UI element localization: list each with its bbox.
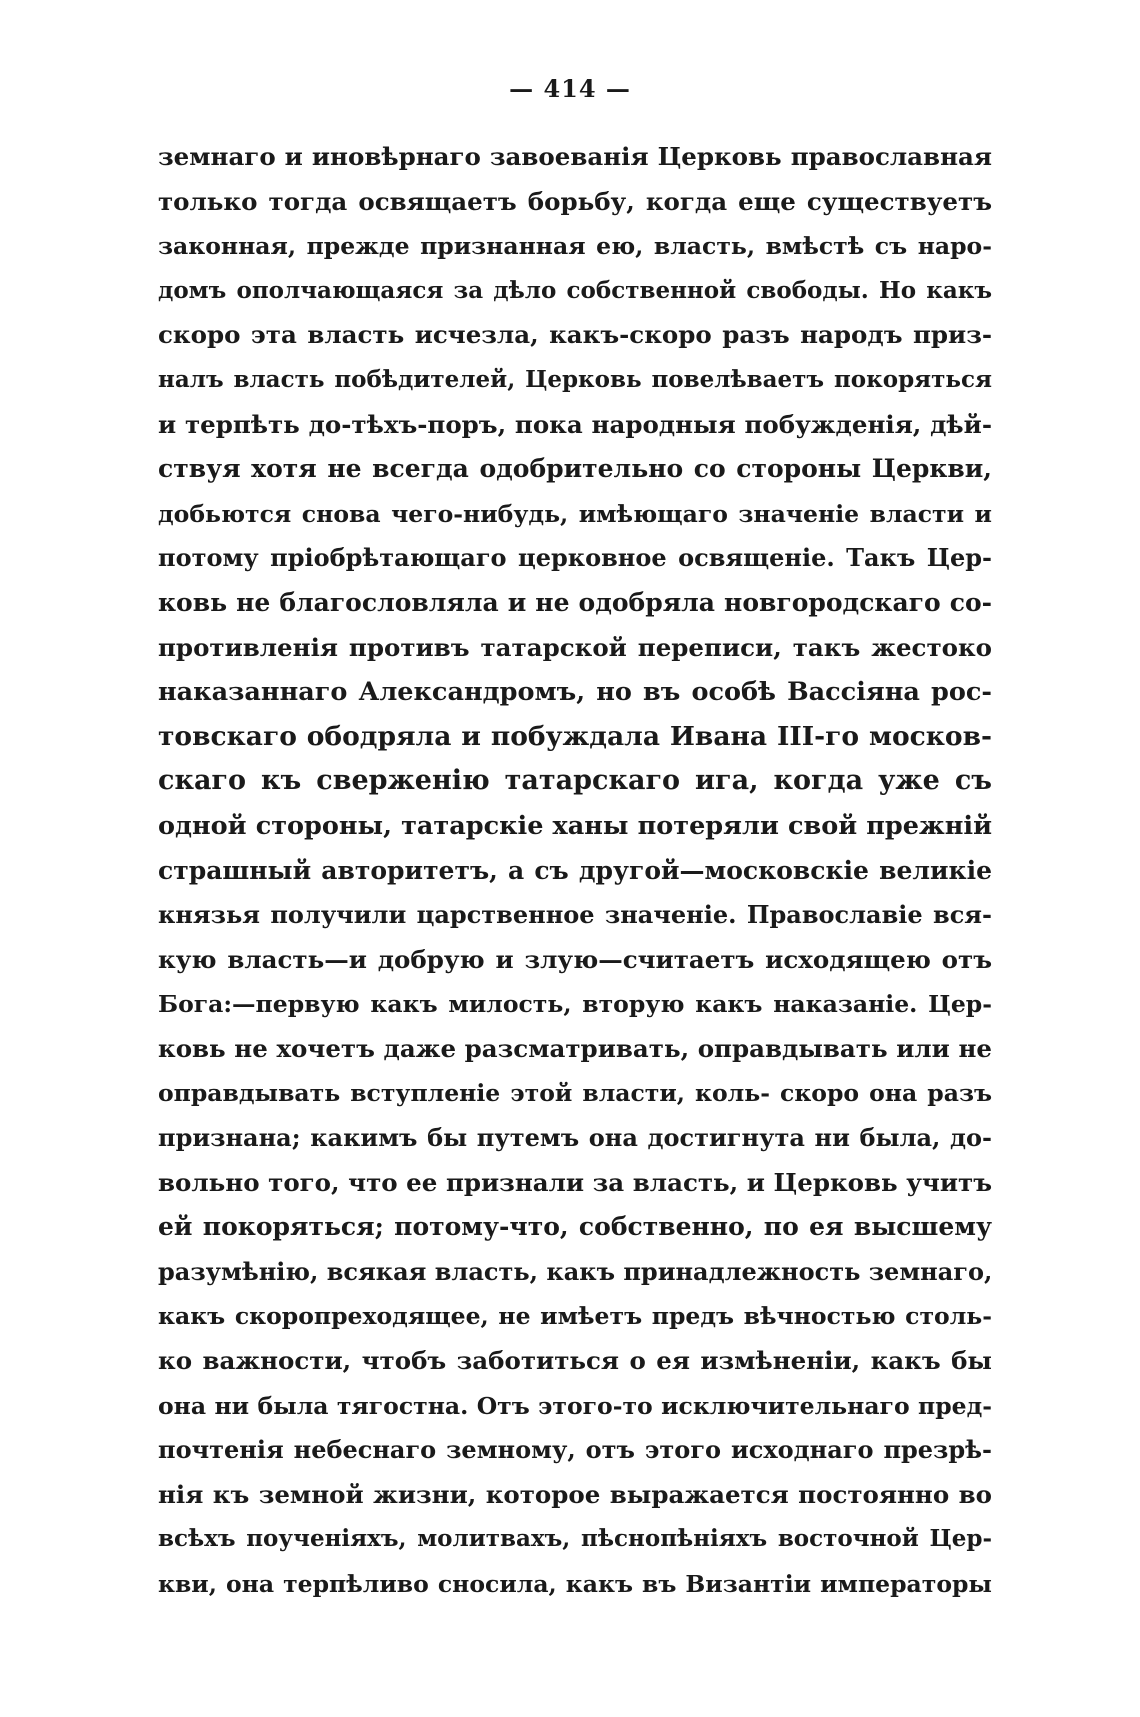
body-text xyxy=(158,135,992,1607)
text-line: вольно того, что ее признали за власть, и Церковь учитъ xyxy=(158,1167,992,1197)
text-line: противленія противъ татарской переписи, такъ жестоко xyxy=(158,632,992,662)
text-line: ко важности, чтобъ заботиться о ея измѣненіи, какъ бы xyxy=(158,1346,992,1376)
text-line: почтенія небеснаго земному, отъ этого исходнаго презрѣ- xyxy=(158,1435,992,1465)
text-line: всѣхъ поученіяхъ, молитвахъ, пѣснопѣніяхъ восточной Цер- xyxy=(158,1525,992,1553)
text-line: и терпѣть до-тѣхъ-поръ, пока народныя побужденія, дѣй- xyxy=(158,409,992,439)
text-line: Бога:—первую какъ милость, вторую какъ наказаніе. Цер- xyxy=(158,990,992,1019)
text-line: какъ скоропреходящее, не имѣетъ предъ вѣчностью столь- xyxy=(158,1302,992,1331)
text-line: товскаго ободряла и побуждала Ивана III-го москов- xyxy=(158,720,992,752)
text-line: оправдывать вступленіе этой власти, коль- скоро она разъ xyxy=(158,1079,992,1108)
text-line: кви, она терпѣливо сносила, какъ въ Византіи императоры xyxy=(158,1570,992,1598)
text-line: только тогда освящаетъ борьбу, когда еще существуетъ xyxy=(158,186,992,216)
text-line: ковь не хочетъ даже разсматривать, оправдывать или не xyxy=(158,1033,992,1063)
text-line: земнаго и иновѣрнаго завоеванія Церковь православная xyxy=(158,142,992,171)
text-line: она ни была тягостна. Отъ этого-то исключительнаго пред- xyxy=(158,1391,992,1420)
text-line: добьются снова чего-нибудь, имѣющаго значеніе власти и xyxy=(158,499,992,528)
text-line: потому пріобрѣтающаго церковное освященіе. Такъ Цер- xyxy=(158,543,992,573)
text-line: скоро эта власть исчезла, какъ-скоро разъ народъ приз- xyxy=(158,320,992,350)
text-line: ей покоряться; потому-что, собственно, по ея высшему xyxy=(158,1212,992,1242)
text-line: князья получили царственное значеніе. Православіе вся- xyxy=(158,900,992,930)
text-line: ковь не благословляла и не одобряла новгородскаго со- xyxy=(158,587,992,617)
text-line: ствуя хотя не всегда одобрительно со стороны Церкви, xyxy=(158,454,992,484)
text-line: нія къ земной жизни, которое выражается постоянно во xyxy=(158,1479,992,1509)
text-line: домъ ополчающаяся за дѣло собственной свободы. Но какъ xyxy=(158,276,992,304)
text-line: законная, прежде признанная ею, власть, вмѣстѣ съ наро- xyxy=(158,232,992,261)
text-line: разумѣнію, всякая власть, какъ принадлежность земнаго, xyxy=(158,1256,992,1286)
text-line: кую власть—и добрую и злую—считаетъ исходящею отъ xyxy=(158,944,992,974)
text-line: налъ власть побѣдителей, Церковь повелѣваетъ покоряться xyxy=(158,365,992,393)
text-line: страшный авторитетъ, а съ другой—московскіе великіе xyxy=(158,855,992,885)
text-line: наказаннаго Александромъ, но въ особѣ Вассіяна рос- xyxy=(158,677,992,708)
page-number: — 414 — xyxy=(509,74,631,103)
text-line: скаго къ сверженію татарскаго ига, когда уже съ xyxy=(158,765,992,797)
text-line: одной стороны, татарскіе ханы потеряли свой прежній xyxy=(158,810,992,841)
text-line: признана; какимъ бы путемъ она достигнута ни была, до- xyxy=(158,1123,992,1153)
